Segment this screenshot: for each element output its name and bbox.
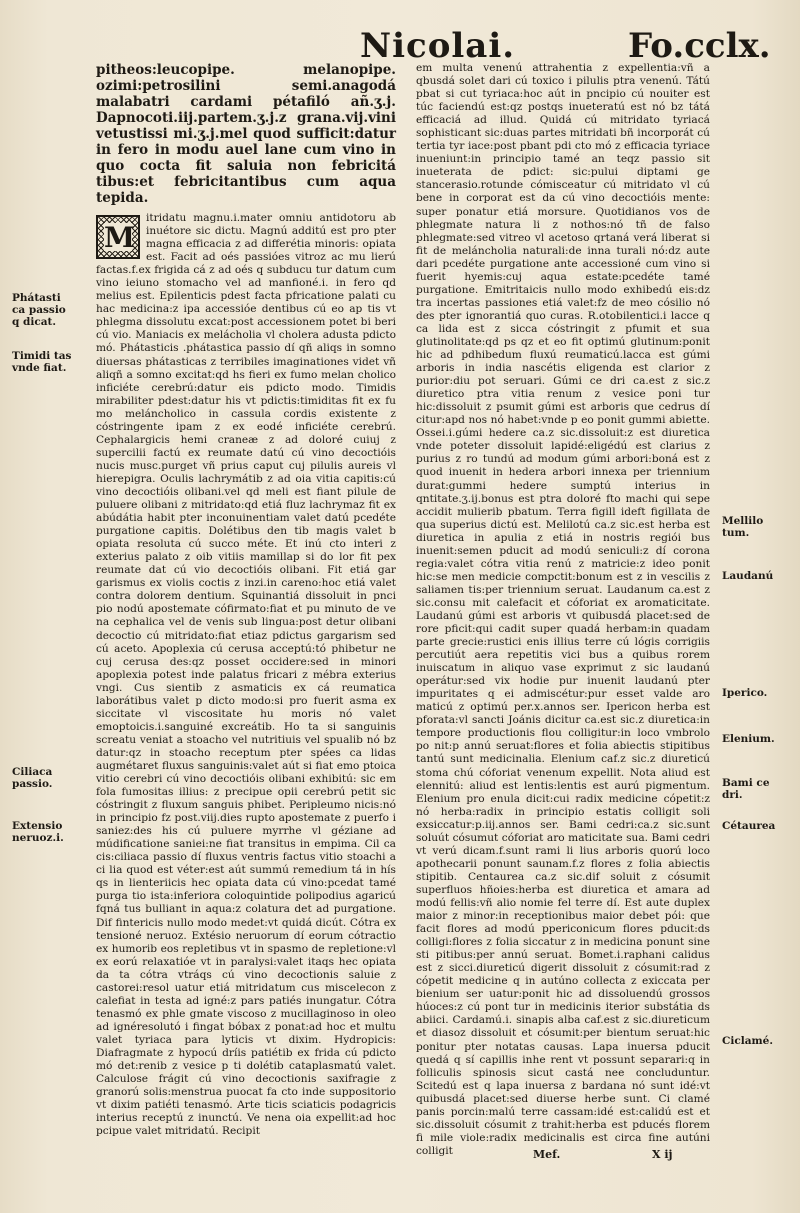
margin-note-centaurea: Cétaurea bbox=[722, 820, 776, 832]
page-header bbox=[0, 12, 800, 66]
folio-number: Fo.cclx. bbox=[628, 26, 771, 66]
catchword: Mef. bbox=[533, 1148, 561, 1161]
running-title: Nicolai. bbox=[360, 26, 516, 66]
margin-note-elenium: Elenium. bbox=[722, 733, 775, 745]
margin-note-bami-cedri: Bami ce dri. bbox=[722, 777, 770, 801]
margin-note-ciliaca: Ciliaca passio. bbox=[12, 766, 53, 790]
margin-note-ipericon: Iperico. bbox=[722, 687, 768, 699]
left-text-column bbox=[96, 62, 396, 1140]
margin-note-laudanum: Laudanú bbox=[722, 570, 774, 582]
left-column-text: itridatu magnu.i.mater omniu antidotoru ab inuétore sic dictu. Magnú additú est pro pter magna efficacia z ad differétia minoris: opiata est. Facit ad oés passióes vitroz ac mu lierú factas.f.ex frigida cá z ad oés q subducu tur datum cum vino ieiuno stomacho vel ad manfioné.i. in fero qd melius est. Epilenticis pdest facta pfricatione palati cu hac medicina:z ipa accessióe dentibus cú eo ap tis vt phlegma dissolutu excat:post accessionem potet bi beri cú vio. Maniacis ex melácholia vl cholera adusta pdicto mó. Phátasticis .phátastica passio dí qñ aliqs in somno diuersas phátasticas z terribiles imaginationes videt vñ aliqñ a somno excitat:qd hs fieri ex fumo melan cholico inficiéte cerebrú:datur eis pdicto modo. Timidis mirabiliter pdest:datur his vt pdictis:timiditas fit ex fu mo meláncholico in cassula cordis existente z cóstringente ipam z ex eodé inficiéte cerebrú. Cephalargicis hemi craneæ z ad doloré cuiuj z supercilii factú ex reumate datú cú vino decoctióis nucis musc.purget vñ prius caput cuj pilulis aureis vl hierepigra. Oculis lachrymátib z ad oia vitia capitis:cú vino decoctióis olibani.vel qd meli est fiant pilule de puluere olibani z mitridato:qd etiá fluz lachrymaz fit ex abúdátia habit pter inconuinentiam valet datú pcedéte purgatione capitis. Dolétibus den tib magis valet b opiata resoluta cú succo méte. Et inú cto interi z exterius palato z oib vitiis mamillap si do lor fit pex reumate dat cú vio decoctióis olibani. Fit etiá gar garismus ex violis coctis z inzi.in careno:hoc etiá valet contra dolorem dentium. Squinantiá dissoluit in pnci pio nodú apostemate cófirmato:fiat et pu minuto de ve na cephalica vel de venis sub lingua:post detur olibani decoctio cú mitridato:fiat etiaz pdictus gargarism sed cú aceto. Apoplexia cú cerusa acceptú:tó phibetur ne cuj cerusa des:qz posset occidere:sed in minori apoplexia potest inde palatus fricari z mébra exterius vngi. Cus sientib z asmaticis ex cá reumatica laborátibus valet p dicto modo:si pro fuerit asma ex siccitate vl viscositate hu moris nó valet emoptoicis.i.sanguiné excreátib. Ho ta si sanguinis screatu veniat a stoacho vel nutritiuis vel spualib nó bz datur:qz in stoacho receptum pter spées ca lidas augmétaret fluxus sanguinis:valet aút si fiat emo ptoica vitio cerebri cú vino decoctióis olibani exhibitú: sic em fola fumositas illius: z precipue opii cerebrú petit sic cóstringit z fluxum sanguis phibet. Peripleumo nicis:nó in principio fz post.viij.dies rupto apostemate z puerfo i saniez:des his cú puluere myrrhe vl géziane ad múdificatione saniei:ne fiat transitus in empima. Cil ca cis:ciliaca passio dí fluxus ventris factus vitio stoachi a ci lia quod est véter:est aút summú remedium tá in hís qs in lienteriicis hec opiata data cú vino:pcedat tamé purga tio ista:inferiora coloquintide polipodius agaricú fqná tus bulliant in aqua:z colatura det ad purgatione. Dif fintericis nullo modo medet:vt quidá dicút. Cótra ex tensioné neruoz. Extésio neruorum dí eorum cótractio ex humorib eos repletibus vt in spasmo de repletione:vl ex eorú relaxatióe vt in paralysi:valet itaqs hec opiata da ta cótra vtráqs cú vino decoctionis saluie z castorei:resol uatur etiá mitridatum cus miscelecon z calefiat in testa ad igné:z pars patiés inungatur. Cótra tenasmó ex phle gmate viscoso z mucillaginoso in oleo ad ignéresolutó i fingat bóbax z ponat:ad hoc et multu valet tyriaca para lyticis vt dixim. Hydropicis: Diafragmate z hypocú dríis patiétib ex frida cú pdicto mó det:renib z vesice p ti dolétib cataplasmatú valet. Calculose frágit cú vino decoctionis saxifragie z granorú solis:menstrua puocat fa cto inde suppositorio vt dixim patiéti tenasmó. Arte ticis sciaticis podagricis interius receptú z inunctú. Ve nena oia expellit:ad hoc pcipue valet mitridatú. Recipit bbox=[96, 212, 396, 1138]
right-column-text: em multa venenú attrahentia z expellentia:vñ a qbusdá solet dari cú toxico i pilulis ptra venenú. Tátú pbat si cut tyriaca:hoc aút in pncipio cú nouiter est túc faciendú est:qz postqs inueteratú est nó bz tátá efficaciá ad illud. Quidá cú mitridato tyriacá sophisticant sic:duas partes mitridati bñ incorporát cú tertia tyr iace:post pbant pdi cto mó z efficacia tyriace inueniunt:in principio tamé an teqz passio sit inueterata de pdict: sic:pului diptami ge stancerasio.rotunde cómisceatur cú mitridato vl cú bene in corporat est da cú vino decoctióis mente: super ponatur etiá morsure. Quotidianos vos de phlegmate natura li z nothos:nó tñ de falso phlegmate:sed vitreo vl acetoso qrtaná verá liberat si fit de meláncholia naturali:de inna turali nó:dz aute dari pcedéte purgatione ante accessioné cum vino si fuerit hyemis:cuj aqua estate:pcedéte tamé purgatione. Emitritaicis nullo modo exhibedú eis:dz tra incertas passiones etiá valet:fz de meo cósilio nó des pter ignorantiá quo curas. R.otobilentici.i lacce q ca lida est z sicca cóstringit z pfumit et sua glutinolitate:qd ps qz et eo fit optimú glutinum:ponit hic ad pdhibedum fluxú reumaticú.lacca est gúmi arboris in india nascétis eligenda est clarior z purior:diu pot seruari. Gúmi ce dri ca.est z sic.z diuretico ptra vitia renum z vesice poni tur hic:dissoluit z psumit gúmi est arboris que cedrus dí citur:apd nos nó habet:vnde p eo ponit gummi abiette. Ossei.i.gúmi hedere ca.z sic.dissoluit:z est diuretica vnde poteter dissoluit lapidé:eligédú est clarius z purius z ro tundú ad modum gúmi arbori:boná est z quod inuenit in hedera arbori innexa per triennium durat:gummi hedere sumptú interius in qntitate.ʒ.ij.bonus est ptra doloré fto machi qui sepe accidit mulierib pbatum. Terra figill ideft figillata de qua superius dictú est. Melilotú ca.z sic.est herba est diuretica in apulia z etiá in nostris regiói bus inuenit:semen pducit ad modú seniculi:z dí corona regia:valet cótra vitia renú z matricie:z ideo ponit hic:se men medicie compctit:bonum est z in vescilis z saliamen tis:per triennium seruat. Laudanum ca.est z sic.consu mit calefacit et cóforiat ex aromaticitate. Laudanú gúmi est arboris vt quibusdá placet:sed de rore pficit:qui cadit super quadá herbam:in quadam parte grecie:rustici enis illius terre cú lógis corrigiis percutiút aera repetitis vici bus a quibus rorem inuiscatum in aliquo vase exprimut z sic laudanú operátur:sed vix hodie pur inuenit laudanú pter impuritates q ei admiscétur:pur esset valde aro maticú z optimú per.x.annos ser. Ipericon herba est pforata:vl sancti Joánis dicitur ca.est sic.z diuretica:in tempore productionis flou colligitur:in loco vmbrolo po nit:p annú seruat:flores et folia abiectis stipitibus tantú sunt medicinalia. Elenium caf.z sic.z diureticú stoma chú cóforiat venenum expellit. Nota aliud est elennitú: aliud est lentis:lentis est aurú pigmentum. Elenium pro enula dicit:cui radix medicine cópetit:z nó herba:radix in principio estatis colligit soli exsiccatur:p.iij.annos ser. Bami cedri:ca.z sic.sunt soluút cósumut cóforiat aro maticitate sua. Bami cedri vt verú dicam.f.sunt rami li lius arboris quorú loco apothecarii ponunt saunam.f.z flores z folia abiectis stipitib. Centaurea ca.z sic.dif soluit z cósumit superfluos hñoies:herba est diuretica et amara ad modú fellis:vñ alio nomie fel terre dí. Est aute duplex maior z minor:in receptionibus maior debet pói: que facit flores ad modú ppericonicum flores pducit:ds colligi:flores z folia siccatur z in medicina ponunt sine sti pitibus:per annú seruat. Bomet.i.raphani calidus est z sicci.diureticú digerit dissoluit z cósumit:rad z cópetit medicine q in autúno collecta z exiccata per bienium ser uatur:ponit hic ad dissoluendú grossos húoces:z cú pont tur in medicinis iterior substátia ds abiici. Cardamú.i. sinapis alba caf.est z sic.diureticum et diasoz dissoluit et cósumit:per bientum seruat:hic ponitur pter notatas causas. Lapa inuersa pducit quedá q sí capillis inhe rent vt possunt separari:q in folliculis spinosis sicut castá nee concluduntur. Scitedú est q lapa inuersa z bardana nó sunt idé:vt quibusdá placet:sed diuerse herbe sunt. Ci clamé panis porcin:malú terre cassam:idé est:calidú est et sic.dissoluit cósumit z trahit:herba est pducés florem fi mile viole:radix medicinalis est circa fine autúni colligit bbox=[416, 62, 710, 1157]
margin-note-extensio: Extensio neruoz.i. bbox=[12, 820, 64, 844]
margin-note-timiditas: Timidi tas vnde fiat. bbox=[12, 350, 72, 374]
decorated-initial bbox=[96, 215, 140, 259]
opening-paragraph: pitheos:leucopipe. melanopipe. ozimi:petrosilini semi.anagodá malabatri cardami pétafiló añ.ʒ.j. Dapnocoti.iij.partem.ʒ.j.z grana.vij.vini vetustissi mi.ʒ.j.mel quod sufficit:datur in fero in modu auel lane cum vino in quo cocta fit saluia non febricitá tibus:et febricitantibus cum aqua tepida. bbox=[96, 62, 396, 206]
initial-letter: M bbox=[104, 221, 135, 254]
margin-note-ciclamen: Ciclamé. bbox=[722, 1035, 773, 1047]
signature-mark: X ij bbox=[652, 1148, 673, 1161]
margin-note-phantastica: Phátasti ca passio q dicat. bbox=[12, 292, 66, 328]
margin-note-mellilotum: Mellilo tum. bbox=[722, 515, 764, 539]
